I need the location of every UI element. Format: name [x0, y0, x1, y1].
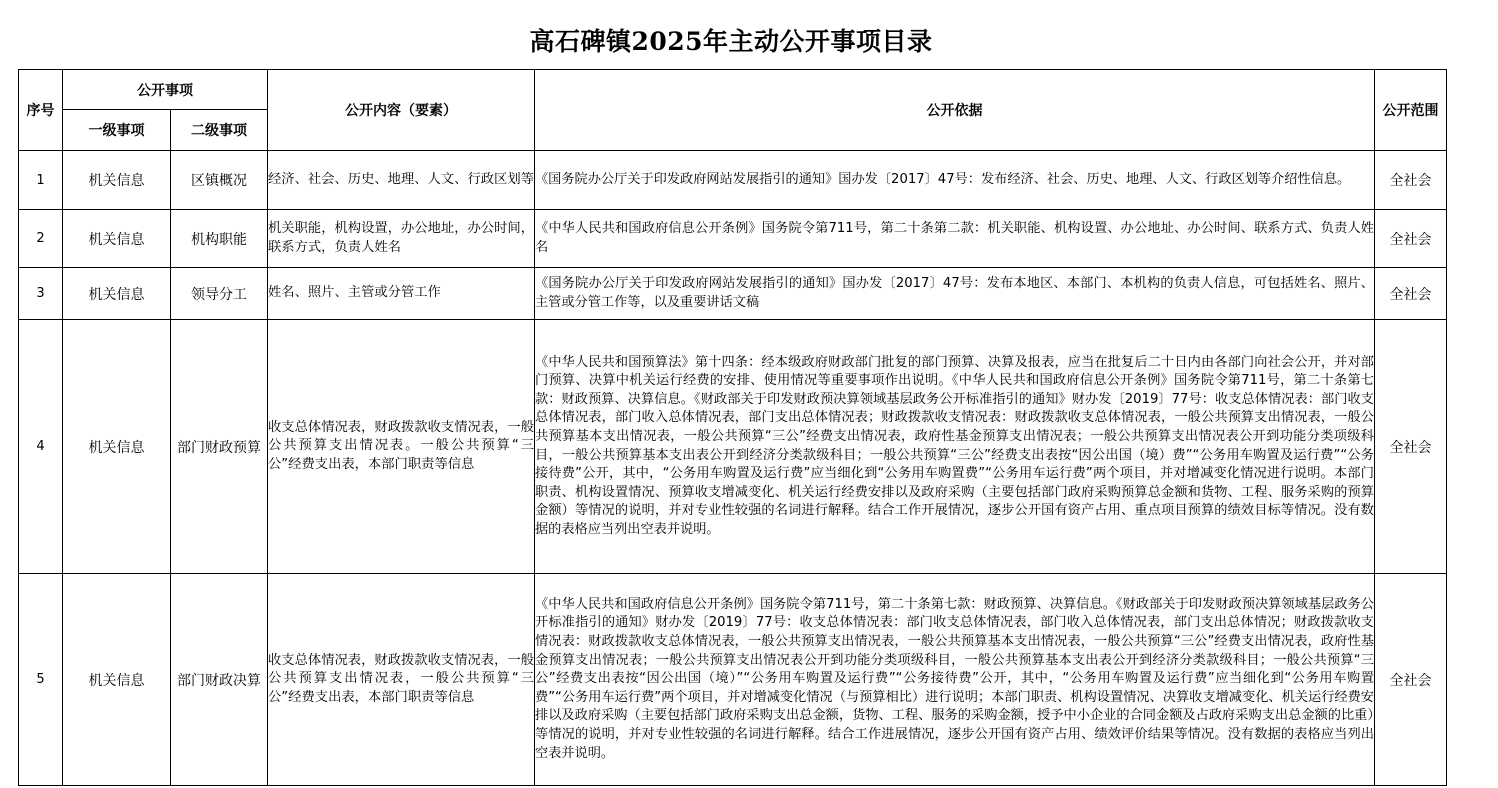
- row-level1: 机关信息: [63, 320, 171, 574]
- table-row: [19, 268, 1447, 320]
- row-seq: 2: [19, 210, 63, 268]
- header-level1: 一级事项: [63, 110, 171, 151]
- row-content: 姓名、照片、主管或分管工作: [268, 268, 535, 320]
- row-level1: 机关信息: [63, 210, 171, 268]
- row-level2: 部门财政决算: [171, 574, 268, 786]
- table-row: [19, 574, 1447, 786]
- header-row-top: [19, 70, 1447, 110]
- row-scope: 全社会: [1375, 151, 1447, 210]
- row-scope: 全社会: [1375, 320, 1447, 574]
- row-level1: 机关信息: [63, 574, 171, 786]
- row-basis: 《中华人民共和国政府信息公开条例》国务院令第711号，第二十条第二款：机关职能、机构设置、办公地址、办公时间、联系方式、负责人姓名: [535, 210, 1375, 268]
- row-seq: 3: [19, 268, 63, 320]
- header-item: 公开事项: [63, 70, 268, 110]
- row-level1: 机关信息: [63, 151, 171, 210]
- row-basis: 《中华人民共和国政府信息公开条例》国务院令第711号，第二十条第七款：财政预算、决算信息。《财政部关于印发财政预决算领域基层政务公开标准指引的通知》财办发〔2019〕77号：收支总体情况表：部门收支总体情况表，部门收入总体情况表，部门支出总体情况；财政拨款收支情况表：财政拨款收支总体情况表，一般公共预算支出情况表，一般公共预算基本支出情况表，一般公共预算“三公”经费支出情况表，政府性基金预算支出情况表；一般公共预算支出情况表公开到功能分类项级科目，一般公共预算基本支出表公开到经济分类款级科目；一般公共预算“三公”经费支出表按“因公出国（境）”“公务用车购置及运行费”“公务接待费”公开，其中，“公务用车购置及运行费”应当细化到“公务用车购置费”“公务用车运行费”两个项目，并对增减变化情况（与预算相比）进行说明；本部门职责、机构设置情况、决算收支增减变化、机关运行经费安排以及政府采购（主要包括部门政府采购支出总金额，货物、工程、服务的采购金额，授予中小企业的合同金额及占政府采购支出总金额的比重）等情况的说明，并对专业性较强的名词进行解释。结合工作进展情况，逐步公开国有资产占用、绩效评价结果等情况。没有数据的表格应当列出空表并说明。: [535, 574, 1375, 786]
- row-seq: 4: [19, 320, 63, 574]
- row-level2: 部门财政预算: [171, 320, 268, 574]
- row-basis: 《国务院办公厅关于印发政府网站发展指引的通知》国办发〔2017〕47号：发布经济、社会、历史、地理、人文、行政区划等介绍性信息。: [535, 151, 1375, 210]
- row-content: 机关职能，机构设置，办公地址，办公时间，联系方式，负责人姓名: [268, 210, 535, 268]
- row-content: 收支总体情况表，财政拨款收支情况表，一般公共预算支出情况表。一般公共预算“三公”经费支出表，本部门职责等信息: [268, 320, 535, 574]
- header-scope: 公开范围: [1375, 70, 1447, 151]
- document-title: 高石碑镇2025年主动公开事项目录: [529, 27, 933, 56]
- row-scope: 全社会: [1375, 268, 1447, 320]
- disclosure-catalog-table: [18, 69, 1447, 786]
- row-seq: 5: [19, 574, 63, 786]
- row-level2: 领导分工: [171, 268, 268, 320]
- row-seq: 1: [19, 151, 63, 210]
- row-basis: 《国务院办公厅关于印发政府网站发展指引的通知》国办发〔2017〕47号：发布本地区、本部门、本机构的负责人信息，可包括姓名、照片、主管或分管工作等，以及重要讲话文稿: [535, 268, 1375, 320]
- row-scope: 全社会: [1375, 574, 1447, 786]
- row-level2: 区镇概况: [171, 151, 268, 210]
- row-level2: 机构职能: [171, 210, 268, 268]
- row-content: 经济、社会、历史、地理、人文、行政区划等: [268, 151, 535, 210]
- table-row: [19, 320, 1447, 574]
- row-content: 收支总体情况表，财政拨款收支情况表，一般公共预算支出情况表，一般公共预算“三公”经费支出表，本部门职责等信息: [268, 574, 535, 786]
- table-row: [19, 210, 1447, 268]
- row-scope: 全社会: [1375, 210, 1447, 268]
- header-level2: 二级事项: [171, 110, 268, 151]
- header-content: 公开内容（要素）: [268, 70, 535, 151]
- header-basis: 公开依据: [535, 70, 1375, 151]
- table-row: [19, 151, 1447, 210]
- row-basis: 《中华人民共和国预算法》第十四条：经本级政府财政部门批复的部门预算、决算及报表，应当在批复后二十日内由各部门向社会公开，并对部门预算、决算中机关运行经费的安排、使用情况等重要事项作出说明。《中华人民共和国政府信息公开条例》国务院令第711号，第二十条第七款：财政预算、决算信息。《财政部关于印发财政预决算领域基层政务公开标准指引的通知》财办发〔2019〕77号：收支总体情况表：部门收支总体情况表，部门收入总体情况表，部门支出总体情况表；财政拨款收支情况表：财政拨款收支总体情况表，一般公共预算支出情况表，一般公共预算基本支出情况表，一般公共预算“三公”经费支出情况表，政府性基金预算支出情况表；一般公共预算支出情况表公开到功能分类项级科目，一般公共预算基本支出表公开到经济分类款级科目；一般公共预算“三公”经费支出表按“因公出国（境）费”“公务用车购置及运行费”“公务接待费”公开，其中，“公务用车购置及运行费”应当细化到“公务用车购置费”“公务用车运行费”两个项目，并对增减变化情况进行说明。本部门职责、机构设置情况、预算收支增减变化、机关运行经费安排以及政府采购（主要包括部门政府采购预算总金额和货物、工程、服务采购的预算金额）等情况的说明，并对专业性较强的名词进行解释。结合工作开展情况，逐步公开国有资产占用、重点项目预算的绩效目标等情况。没有数据的表格应当列出空表并说明。: [535, 320, 1375, 574]
- header-seq: 序号: [19, 70, 63, 151]
- row-level1: 机关信息: [63, 268, 171, 320]
